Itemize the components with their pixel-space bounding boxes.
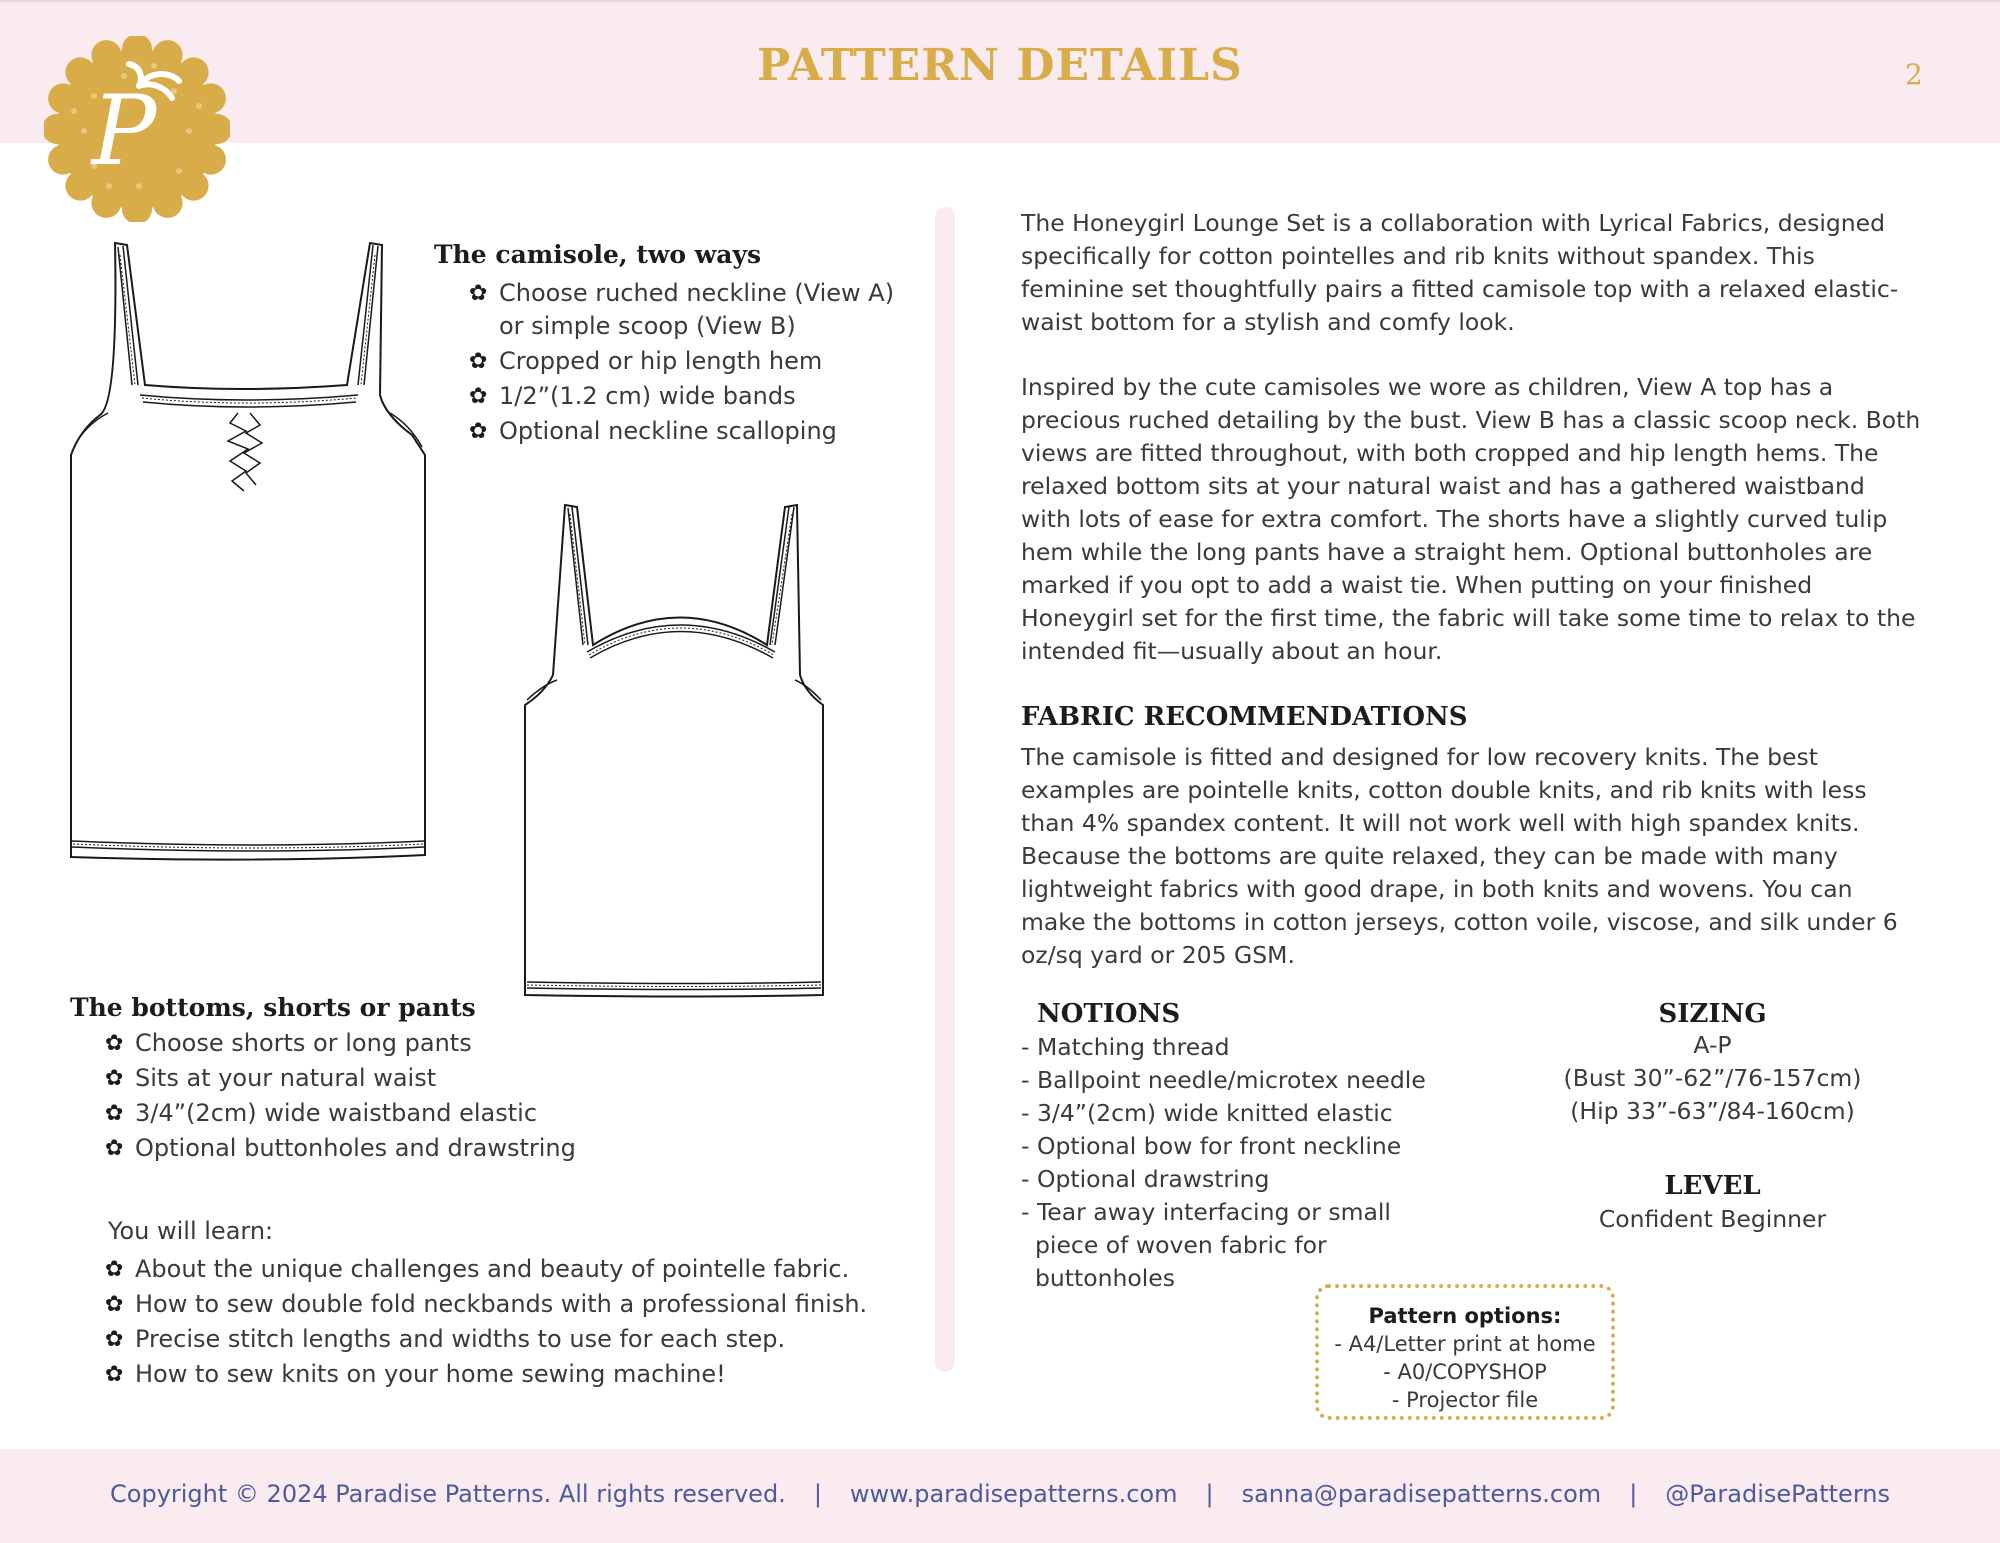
list-item: - Tear away interfacing or small [1021, 1198, 1391, 1226]
sizing-range: A-P [1693, 1031, 1732, 1059]
pattern-option: - A0/COPYSHOP [1383, 1360, 1547, 1384]
level-value: Confident Beginner [1598, 1205, 1827, 1233]
footer-social-link[interactable]: @ParadisePatterns [1665, 1480, 1890, 1508]
learn-intro: You will learn: [108, 1217, 274, 1245]
list-item: ✿ Optional buttonholes and drawstring [105, 1131, 576, 1166]
sizing-block [1530, 999, 1895, 1128]
flower-bullet-icon: ✿ [105, 1292, 124, 1317]
list-item: ✿ About the unique challenges and beauty of pointelle fabric. [105, 1252, 867, 1287]
camisole-view-b-drawing [505, 500, 860, 1000]
flower-bullet-icon: ✿ [105, 1362, 124, 1387]
notions-title: NOTIONS [1037, 999, 1181, 1029]
description-paragraph-2: Inspired by the cute camisoles we wore as children, View A top has a precious ruched detailing by the bust. View B has a classic scoop neck. Both views are fitted throughout, with both cropped and hip length hems. The relaxed bottom sits at your natural waist and has a gathered waistband with lots of ease for extra comfort. The shorts have a slightly curved tulip hem while the long pants have a straight hem. Optional buttonholes are marked if you opt to add a waist tie. When putting on your finished Honeygirl set for the first time, the fabric will take some time to relax to the intended fit—usually about an hour. [1021, 373, 1921, 665]
list-item: ✿ 3/4”(2cm) wide waistband elastic [105, 1096, 576, 1131]
sizing-hip: (Hip 33”-63”/84-160cm) [1570, 1097, 1855, 1125]
list-item: - Ballpoint needle/microtex needle [1021, 1066, 1426, 1094]
flower-bullet-icon: ✿ [469, 281, 488, 306]
footer-separator: | [813, 1480, 822, 1508]
page-number: 2 [1905, 58, 1923, 91]
list-item: ✿ Cropped or hip length hem [469, 344, 894, 379]
flower-bullet-icon: ✿ [105, 1031, 124, 1056]
level-title: LEVEL [1664, 1171, 1761, 1201]
flower-bullet-icon: ✿ [469, 419, 488, 444]
pattern-options-title: Pattern options: [1368, 1304, 1562, 1328]
list-item: buttonholes [1035, 1264, 1176, 1292]
camisole-view-a-drawing [60, 235, 440, 875]
footer-email-link[interactable]: sanna@paradisepatterns.com [1241, 1480, 1602, 1508]
flower-bullet-icon: ✿ [105, 1066, 124, 1091]
list-item: ✿ Choose ruched neckline (View A) [469, 276, 894, 311]
description-paragraph-1: The Honeygirl Lounge Set is a collaboration with Lyrical Fabrics, designed specifically for cotton pointelles and rib knits without spandex. This feminine set thoughtfully pairs a fitted camisole top with a relaxed elastic-waist bottom for a stylish and comfy look. [1021, 209, 1899, 336]
list-item: or simple scoop (View B) [499, 312, 796, 340]
svg-text:P: P [91, 75, 157, 187]
bottoms-title: The bottoms, shorts or pants [70, 993, 476, 1022]
flower-bullet-icon: ✿ [105, 1327, 124, 1352]
list-item: ✿ How to sew double fold neckbands with a professional finish. [105, 1287, 867, 1322]
list-item: ✿ Sits at your natural waist [105, 1061, 576, 1096]
list-item: ✿ 1/2”(1.2 cm) wide bands [469, 379, 894, 414]
column-divider [935, 207, 955, 1372]
list-item: - Optional bow for front neckline [1021, 1132, 1402, 1160]
page-header [0, 0, 2000, 143]
list-item: piece of woven fabric for [1035, 1231, 1327, 1259]
fabric-title: FABRIC RECOMMENDATIONS [1021, 702, 1468, 732]
learn-list [105, 1252, 867, 1392]
footer-copyright: Copyright © 2024 Paradise Patterns. All rights reserved. [110, 1480, 786, 1508]
list-item: ✿ Choose shorts or long pants [105, 1026, 576, 1061]
list-item: - Optional drawstring [1021, 1165, 1270, 1193]
footer-website-link[interactable]: www.paradisepatterns.com [849, 1480, 1178, 1508]
page-title: PATTERN DETAILS [757, 40, 1243, 91]
paradise-logo-icon [44, 36, 230, 222]
flower-bullet-icon: ✿ [105, 1136, 124, 1161]
list-item: ✿ Optional neckline scalloping [469, 414, 894, 449]
page-footer [0, 1449, 2000, 1543]
footer-separator: | [1629, 1480, 1638, 1508]
flower-bullet-icon: ✿ [105, 1101, 124, 1126]
list-item: - Matching thread [1021, 1033, 1230, 1061]
notions-list [1021, 1031, 1426, 1295]
pattern-option: - Projector file [1391, 1388, 1539, 1412]
sizing-title: SIZING [1658, 999, 1767, 1029]
sizing-bust: (Bust 30”-62”/76-157cm) [1563, 1064, 1862, 1092]
footer-line [0, 1480, 2000, 1508]
footer-separator: | [1205, 1480, 1214, 1508]
camisole-title: The camisole, two ways [434, 240, 762, 269]
bottoms-list [105, 1026, 576, 1166]
list-item: - 3/4”(2cm) wide knitted elastic [1021, 1099, 1393, 1127]
flower-bullet-icon: ✿ [469, 349, 488, 374]
flower-bullet-icon: ✿ [469, 384, 488, 409]
fabric-text: The camisole is fitted and designed for low recovery knits. The best examples are pointelle knits, cotton double knits, and rib knits with less than 4% spandex content. It will not work well with high spandex knits. Because the bottoms are quite relaxed, they can be made with many lightweight fabrics with good drape, in both knits and wovens. You can make the bottoms in cotton jerseys, cotton voile, viscose, and silk under 6 oz/sq yard or 205 GSM. [1021, 743, 1898, 969]
flower-bullet-icon: ✿ [105, 1257, 124, 1282]
level-block [1530, 1171, 1895, 1236]
list-item: ✿ Precise stitch lengths and widths to use for each step. [105, 1322, 867, 1357]
pattern-option: - A4/Letter print at home [1334, 1332, 1596, 1356]
list-item: ✿ How to sew knits on your home sewing machine! [105, 1357, 867, 1392]
camisole-list [469, 276, 894, 449]
pattern-options-box [1315, 1284, 1615, 1420]
